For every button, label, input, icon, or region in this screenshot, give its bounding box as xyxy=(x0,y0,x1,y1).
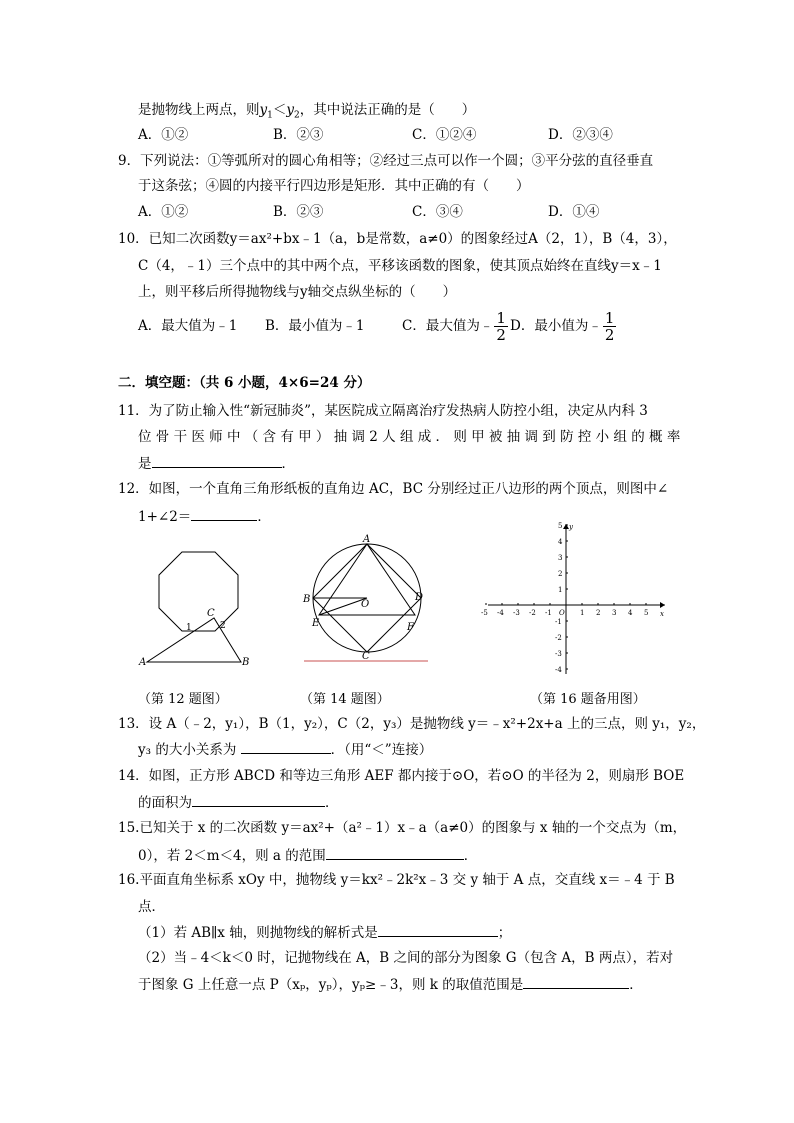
figure-14-caption: （第 14 题图） xyxy=(300,692,390,707)
figure-12 xyxy=(135,540,260,675)
q8-option-c: C．①②④ xyxy=(412,127,477,143)
fig12-label-b: B xyxy=(242,657,250,668)
x-tick-label: -1 xyxy=(545,609,552,617)
figure-16-caption: （第 16 题备用图） xyxy=(530,692,646,707)
fig14-label-e: E xyxy=(312,618,320,629)
q9-line-2: 于这条弦；④圆的内接平行四边形是矩形．其中正确的有（ ） xyxy=(138,178,530,194)
x-tick-label: 5 xyxy=(644,609,649,617)
x-tick-label: 2 xyxy=(596,609,601,617)
q10-option-c: C．最大值为﹣ $\frac{1}{2}$ xyxy=(402,309,506,344)
x-tick-label: -3 xyxy=(513,609,520,617)
q14-line-2: 的面积为 ． xyxy=(138,792,339,813)
q10-option-d-fraction: $\frac{1}{2}$ xyxy=(604,309,615,344)
octagon xyxy=(159,552,238,631)
q10-line-2: C（4，﹣1）三个点中的其中两个点，平移该函数的图象，使其顶点始终在直线y＝x﹣1 xyxy=(138,258,662,274)
q15-line-2: 0），若 2＜m＜4，则 a 的范围 ． xyxy=(138,845,477,866)
q8-option-d: D．②③④ xyxy=(548,127,613,143)
q11-line-2: 位 骨 干 医 师 中 （ 含 有 甲 ） 抽 调 2 人 组 成 ． 则 甲 被 抽 调 到 防 控 小 组 的 概 率 xyxy=(138,429,681,445)
q11-answer-blank xyxy=(152,453,282,468)
y-tick-label: 2 xyxy=(558,570,563,578)
q9-option-d: D．①④ xyxy=(548,204,600,220)
q15-answer-blank xyxy=(326,845,464,860)
q10-option-b: B．最小值为﹣1 xyxy=(265,318,365,334)
q11-line-1: 11．为了防止输入性“新冠肺炎”，某医院成立隔离治疗发热病人防控小组，决定从内科 3 xyxy=(118,403,648,419)
fig12-label-c: C xyxy=(207,608,215,619)
q14-answer-blank xyxy=(192,792,325,807)
q16-sub2-answer-blank xyxy=(523,974,629,989)
x-tick-label: 3 xyxy=(612,609,617,617)
y-tick-label: -4 xyxy=(555,666,562,674)
fig14-label-o: O xyxy=(361,599,370,610)
q15-line-1: 15.已知关于 x 的二次函数 y＝ax²+（a²﹣1）x﹣a（a≠0）的图象与 x 轴的一个交点为（m， xyxy=(118,820,687,836)
q16-sub1-answer-blank xyxy=(378,922,498,937)
y-tick-label: -2 xyxy=(555,634,562,642)
q10-option-d: D．最小值为﹣ $\frac{1}{2}$ xyxy=(510,309,615,344)
q9-option-b: B．②③ xyxy=(273,204,324,220)
q16-sub2-line-2: 于图象 G 上任意一点 P（xₚ，yₚ），yₚ≥﹣3，则 k 的取值范围是 ． xyxy=(138,974,643,995)
q10-line-3: 上，则平移后所得抛物线与y轴交点纵坐标的（ ） xyxy=(138,284,457,300)
y-tick-label: 4 xyxy=(558,538,563,546)
x-tick-label: -4 xyxy=(497,609,504,617)
q10-line-1: 10．已知二次函数y＝ax²+bx﹣1（a，b是常数，a≠0）的图象经过A（2，1），B（4，3）， xyxy=(118,231,677,247)
q9-option-c: C．③④ xyxy=(412,204,463,220)
q12-line-2: 1+∠2＝ ． xyxy=(138,506,271,527)
fig12-label-2: 2 xyxy=(220,621,226,631)
q13-line-2: y₃ 的大小关系为 ．（用“＜”连接） xyxy=(138,739,432,760)
x-tick-label: 4 xyxy=(628,609,633,617)
q10-option-a: A．最大值为﹣1 xyxy=(138,318,238,334)
q12-answer-blank xyxy=(191,506,257,521)
y-tick-label: 5 xyxy=(558,522,563,530)
right-triangle xyxy=(147,618,241,662)
q13-answer-blank xyxy=(241,739,331,754)
q16-line-1: 16.平面直角坐标系 xOy 中，抛物线 y＝kx²﹣2k²x﹣3 交 y 轴于 A 点，交直线 x＝﹣4 于 B xyxy=(118,872,675,888)
y-tick-label: -3 xyxy=(555,650,562,658)
q16-sub1: （1）若 AB∥x 轴，则抛物线的解析式是 ； xyxy=(138,922,511,943)
x-tick-label: 1 xyxy=(580,609,585,617)
q14-line-1: 14．如图，正方形 ABCD 和等边三角形 AEF 都内接于⊙O，若⊙O 的半径为 2，则扇形 BOE xyxy=(118,768,685,784)
q13-line-1: 13．设 A（﹣2，y₁），B（1，y₂），C（2，y₃）是抛物线 y＝﹣x²+2x+a 上的三点，则 y₁，y₂， xyxy=(118,716,706,732)
figure-12-caption: （第 12 题图） xyxy=(138,692,228,707)
q11-line-3: 是 ． xyxy=(138,453,295,474)
q16-line-2: 点． xyxy=(138,899,165,915)
q8-continuation: 是抛物线上两点，则$y_1<y_2$，其中说法正确的是（ ） xyxy=(138,102,476,121)
y-tick-label: -1 xyxy=(555,618,562,626)
fig14-label-b: B xyxy=(303,594,311,605)
x-axis-label: x xyxy=(660,610,664,618)
figure-14 xyxy=(298,532,438,667)
fig14-label-a: A xyxy=(363,534,371,545)
y-tick-label: 1 xyxy=(558,586,563,594)
fig14-label-d: D xyxy=(415,592,424,603)
figure-16-axes xyxy=(481,520,670,680)
fig14-label-c: C xyxy=(362,651,370,662)
fig12-label-1: 1 xyxy=(186,623,192,633)
q8-option-b: B．②③ xyxy=(273,127,324,143)
x-tick-label: -5 xyxy=(481,609,488,617)
q8-option-a: A．①② xyxy=(138,127,189,143)
y-axis-label: y xyxy=(569,523,573,531)
q16-sub2-line-1: （2）当﹣4＜k＜0 时，记抛物线在 A，B 之间的部分为图象 G（包含 A，B 两点），若对 xyxy=(138,950,674,966)
q12-line-1: 12．如图，一个直角三角形纸板的直角边 AC，BC 分别经过正八边形的两个顶点，则图中∠ xyxy=(118,481,669,497)
section-heading: 二．填空题：（共 6 小题，4×6=24 分） xyxy=(118,375,371,391)
q9-line-1: 9．下列说法：①等弧所对的圆心角相等；②经过三点可以作一个圆；③平分弦的直径垂直 xyxy=(118,153,654,169)
fig14-label-f: F xyxy=(407,622,414,633)
x-tick-label: -2 xyxy=(529,609,536,617)
q9-option-a: A．①② xyxy=(138,204,189,220)
q10-option-c-fraction: $\frac{1}{2}$ xyxy=(496,309,506,344)
y-tick-label: 3 xyxy=(558,554,563,562)
origin-label: O xyxy=(559,609,565,617)
fig12-label-a: A xyxy=(139,657,147,668)
